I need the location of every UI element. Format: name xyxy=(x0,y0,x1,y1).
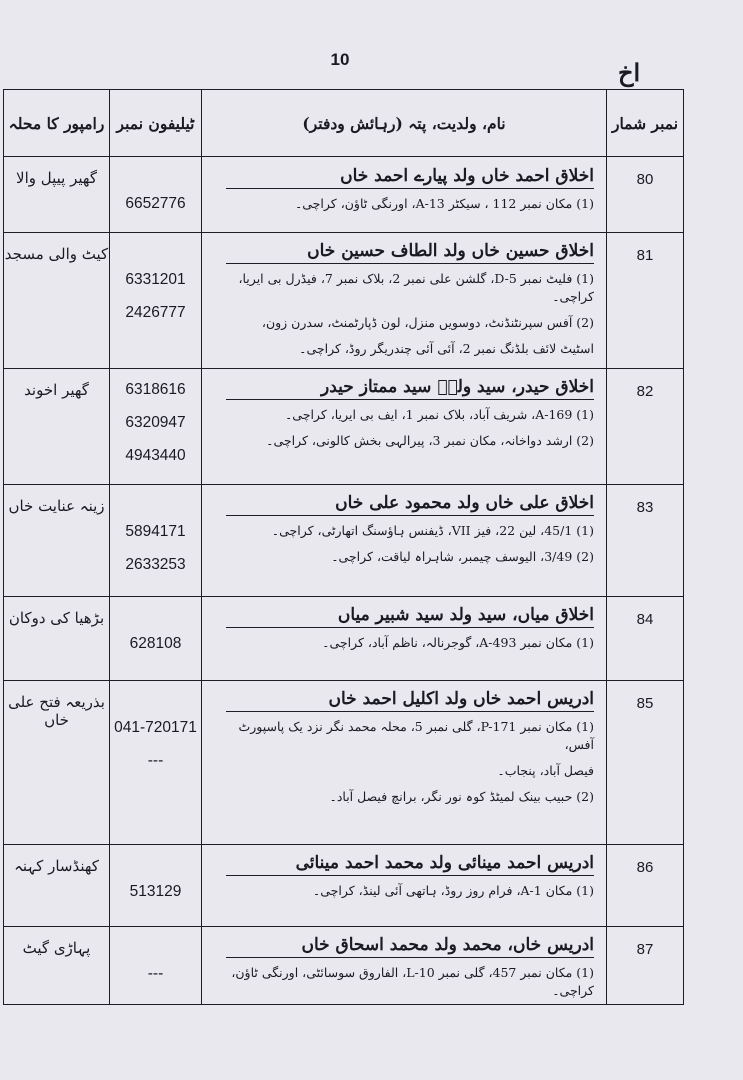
entry-address: (1) مکان نمبر P-171، گلی نمبر 5، محلہ محمد نگر نزد یک پاسپورٹ آفس، xyxy=(238,719,594,752)
header-phone: ٹیلیفون نمبر xyxy=(110,90,202,157)
phone-number: 2426777 xyxy=(125,304,186,321)
entry-serial: 86 xyxy=(607,845,684,927)
phone-number: --- xyxy=(147,752,164,769)
entry-serial: 84 xyxy=(607,597,684,681)
entry-address: (1) مکان A-1، فرام روز روڈ، ہاتھی آئی لینڈ، کراچی۔ xyxy=(312,883,594,898)
entry-area: زینہ عنایت خاں xyxy=(4,485,110,597)
entry-name: اخلاق میاں، سید ولد سید شبیر میاں xyxy=(202,597,606,630)
entry-address: فیصل آباد، پنجاب۔ xyxy=(497,763,594,778)
table-header-row xyxy=(4,90,684,157)
entry-details xyxy=(202,681,607,845)
header-serial: نمبر شمار xyxy=(607,90,684,157)
entry-address: (1) مکان نمبر 457، گلی نمبر L-10، الفاروق سوسائٹی، اورنگی ٹاؤن، کراچی۔ xyxy=(231,965,594,998)
entry-address: (2) ارشد دواخانہ، مکان نمبر 3، پیرالہی بخش کالونی، کراچی۔ xyxy=(266,433,594,448)
table-row xyxy=(4,681,684,845)
entry-address: (1) مکان نمبر 112 ، سیکٹر A-13، اورنگی ٹاؤن، کراچی۔ xyxy=(294,196,594,211)
entry-details xyxy=(202,927,607,1005)
table-row xyxy=(4,157,684,233)
table-row xyxy=(4,927,684,1005)
entry-phones xyxy=(110,485,202,597)
entry-phones xyxy=(110,597,202,681)
entry-area: بذریعہ فتح علی خاں xyxy=(4,681,110,845)
entry-name: اخلاق حیدر، سید ولدؒ سید ممتاز حیدر xyxy=(202,369,606,402)
entry-address: (1) A-169، شریف آباد، بلاک نمبر 1، ایف بی ایریا، کراچی۔ xyxy=(284,407,594,422)
entry-phones xyxy=(110,927,202,1005)
entry-address: (2) آفس سپرنٹنڈنٹ، دوسویں منزل، لون ڈپارٹمنٹ، سدرن زون، xyxy=(261,315,594,330)
entry-serial: 85 xyxy=(607,681,684,845)
entry-area: گھیر پیپل والا xyxy=(4,157,110,233)
phone-number: 628108 xyxy=(129,635,182,652)
entry-name: اخلاق علی خاں ولد محمود علی خاں xyxy=(202,485,606,518)
entry-details xyxy=(202,233,607,369)
phone-number: 5894171 xyxy=(125,523,186,540)
entry-area: پہاڑی گیٹ xyxy=(4,927,110,1005)
entry-phones xyxy=(110,845,202,927)
entry-address: (1) فلیٹ نمبر D-5، گلشن علی نمبر 2، بلاک نمبر 7، فیڈرل بی ایریا، کراچی۔ xyxy=(238,271,594,304)
entry-address: (2) 3/49، الیوسف چیمبر، شاہراہ لیاقت، کراچی۔ xyxy=(331,549,594,564)
entry-address: (1) 45/1، لین 22، فیز VII، ڈیفنس ہاؤسنگ اتھارٹی، کراچی۔ xyxy=(271,523,594,538)
entry-phones xyxy=(110,157,202,233)
table-row xyxy=(4,233,684,369)
entry-serial: 83 xyxy=(607,485,684,597)
table-row xyxy=(4,845,684,927)
table-row xyxy=(4,485,684,597)
entry-address: اسٹیٹ لائف بلڈنگ نمبر 2، آئی آئی چندریگر روڈ، کراچی۔ xyxy=(299,341,594,356)
table-row xyxy=(4,369,684,485)
entry-serial: 82 xyxy=(607,369,684,485)
entry-area: بڑھیا کی دوکان xyxy=(4,597,110,681)
phone-number: 4943440 xyxy=(125,447,186,464)
entry-address: (2) حبیب بینک لمیٹڈ کوہ نور نگر، برانچ فیصل آباد۔ xyxy=(329,789,594,804)
entry-details xyxy=(202,845,607,927)
entry-phones xyxy=(110,369,202,485)
header-name: نام، ولدیت، پتہ (رہائش ودفتر) xyxy=(202,90,607,157)
entry-serial: 80 xyxy=(607,157,684,233)
entry-name: ادریس احمد مینائی ولد محمد احمد مینائی xyxy=(202,845,606,878)
phone-number: 6320947 xyxy=(125,414,186,431)
entry-name: اخلاق احمد خاں ولد پیارے احمد خاں xyxy=(202,157,606,191)
phone-number: 6331201 xyxy=(125,271,186,288)
entry-address: (1) مکان نمبر A-493، گوجرنالہ، ناظم آباد، کراچی۔ xyxy=(322,635,594,650)
entry-details xyxy=(202,597,607,681)
phone-number: 513129 xyxy=(129,883,182,900)
entry-area: کیٹ والی مسجد xyxy=(4,233,110,369)
entry-serial: 87 xyxy=(607,927,684,1005)
entry-phones xyxy=(110,233,202,369)
entry-details xyxy=(202,485,607,597)
table-row xyxy=(4,597,684,681)
entry-area: گھیر اخوند xyxy=(4,369,110,485)
entry-name: ادریس احمد خاں ولد اکلیل احمد خاں xyxy=(202,681,606,714)
directory-table xyxy=(3,89,684,1005)
entry-details xyxy=(202,157,607,233)
phone-number: --- xyxy=(147,965,164,982)
page-number: 10 xyxy=(330,50,350,69)
phone-number: 041-720171 xyxy=(114,719,197,736)
entry-details xyxy=(202,369,607,485)
phone-number: 6318616 xyxy=(125,381,186,398)
entry-name: ادریس خاں، محمد ولد محمد اسحاق خاں xyxy=(202,927,606,960)
entry-phones xyxy=(110,681,202,845)
entry-name: اخلاق حسین خاں ولد الطاف حسین خاں xyxy=(202,233,606,266)
phone-number: 2633253 xyxy=(125,556,186,573)
entry-area: کھنڈسار کہنہ xyxy=(4,845,110,927)
header-area: رامپور کا محلہ xyxy=(4,90,110,157)
entry-serial: 81 xyxy=(607,233,684,369)
section-label: اخ xyxy=(618,58,641,87)
phone-number: 6652776 xyxy=(125,195,186,212)
